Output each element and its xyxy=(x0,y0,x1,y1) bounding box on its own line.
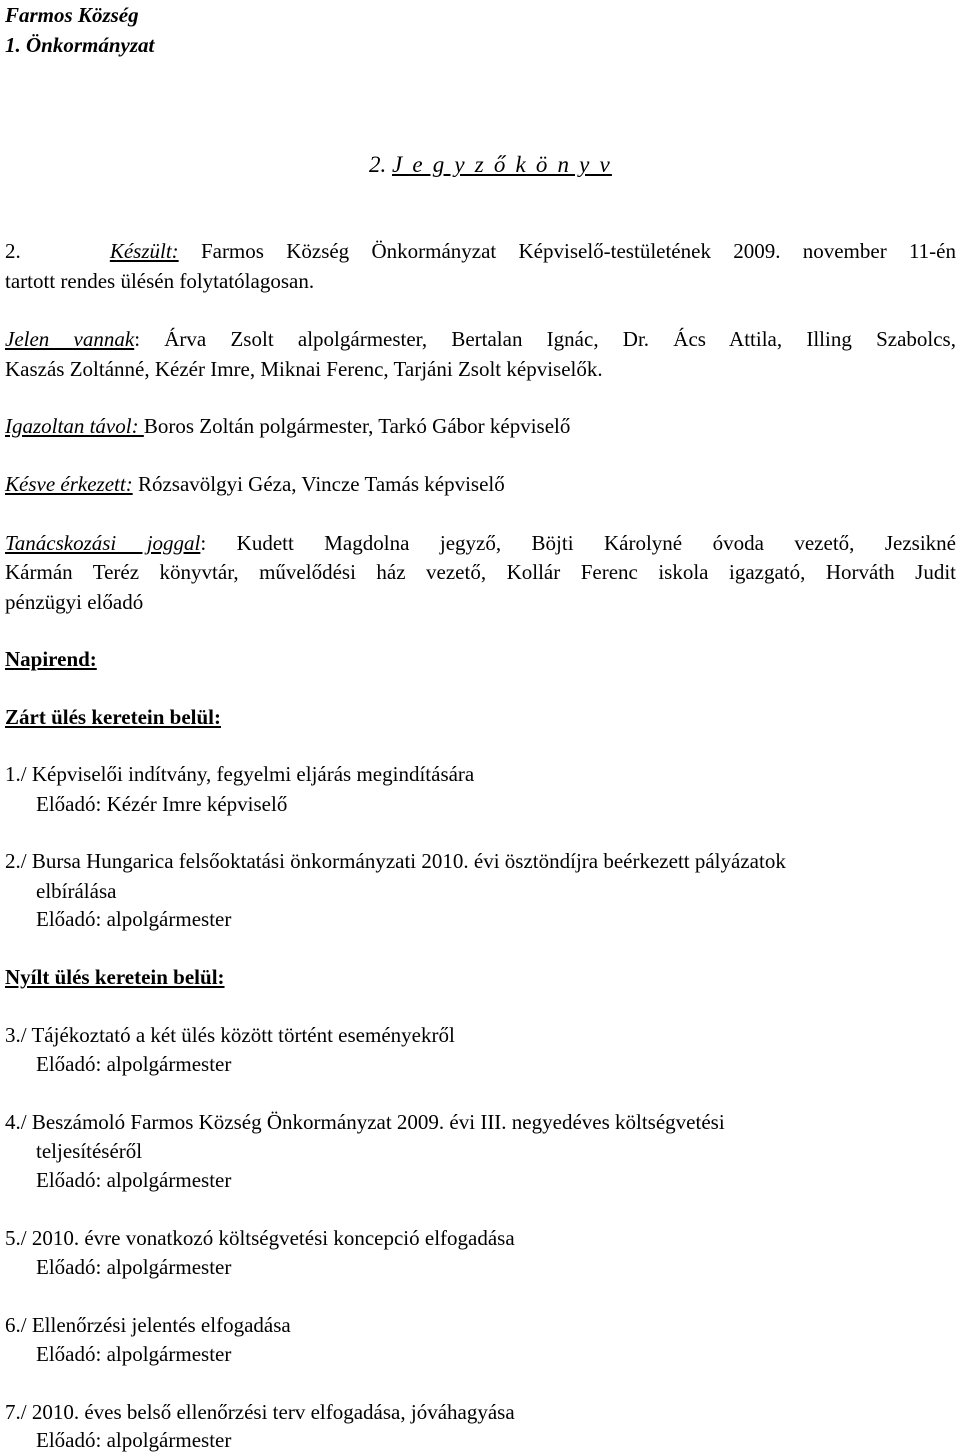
present-text-1: : Árva Zsolt alpolgármester, Bertalan Ignác, Dr. Ács Attila, Illing Szabolcs, xyxy=(134,327,956,351)
document-title xyxy=(369,150,612,180)
present-label: Jelen vannak xyxy=(5,327,135,351)
agenda-item-1: 1./ Képviselői indítvány, fegyelmi eljárás megindítására xyxy=(5,762,475,786)
present-line2: Kaszás Zoltánné, Kézér Imre, Miknai Ferenc, Tarjáni Zsolt képviselők. xyxy=(5,357,603,381)
late-text: Rózsavölgyi Géza, Vincze Tamás képviselő xyxy=(132,472,505,496)
agenda-item-1-presenter: Előadó: Kézér Imre képviselő xyxy=(36,792,288,816)
title-number: 2. xyxy=(369,152,387,177)
intro-number: 2. xyxy=(5,239,21,263)
present-line1 xyxy=(5,324,956,354)
agenda-item-5-presenter: Előadó: alpolgármester xyxy=(36,1255,232,1279)
keszult-text-1: Farmos Község Önkormányzat Képviselő-testületének 2009. november 11-én xyxy=(178,239,956,263)
open-session-heading: Nyílt ülés keretein belül: xyxy=(5,965,225,989)
municipality-subtitle: 1. Önkormányzat xyxy=(5,33,155,57)
keszult-paragraph-line2: tartott rendes ülésén folytatólagosan. xyxy=(5,269,315,293)
agenda-heading: Napirend: xyxy=(5,647,97,671)
agenda-item-6-presenter: Előadó: alpolgármester xyxy=(36,1342,232,1366)
agenda-item-2-cont: elbírálása xyxy=(36,879,117,903)
consult-line1 xyxy=(5,528,956,558)
agenda-item-4-presenter: Előadó: alpolgármester xyxy=(36,1168,232,1192)
consult-line3: pénzügyi előadó xyxy=(5,590,144,614)
agenda-item-3-presenter: Előadó: alpolgármester xyxy=(36,1052,232,1076)
keszult-paragraph-line1 xyxy=(5,236,956,266)
keszult-label: Készült: xyxy=(109,239,179,263)
title-label: J e g y z ő k ö n y v xyxy=(392,152,612,177)
municipality-name: Farmos Község xyxy=(5,3,139,27)
absent-label: Igazoltan távol: xyxy=(5,414,144,438)
late-label: Késve érkezett: xyxy=(5,472,133,496)
consult-text-1: : Kudett Magdolna jegyző, Böjti Károlyné óvoda vezető, Jezsikné xyxy=(200,531,956,555)
late-line xyxy=(5,469,505,499)
agenda-item-3: 3./ Tájékoztató a két ülés között történt eseményekről xyxy=(5,1023,455,1047)
agenda-item-4-cont: teljesítéséről xyxy=(36,1139,143,1163)
agenda-item-7-presenter: Előadó: alpolgármester xyxy=(36,1428,232,1452)
agenda-item-5: 5./ 2010. évre vonatkozó költségvetési koncepció elfogadása xyxy=(5,1226,515,1250)
agenda-item-7: 7./ 2010. éves belső ellenőrzési terv elfogadása, jóváhagyása xyxy=(5,1400,515,1424)
consult-label: Tanácskozási joggal xyxy=(5,531,201,555)
closed-session-heading: Zárt ülés keretein belül: xyxy=(5,705,222,729)
agenda-item-2-presenter: Előadó: alpolgármester xyxy=(36,907,232,931)
absent-text: Boros Zoltán polgármester, Tarkó Gábor képviselő xyxy=(143,414,571,438)
absent-line xyxy=(5,411,570,441)
agenda-item-2: 2./ Bursa Hungarica felsőoktatási önkormányzati 2010. évi ösztöndíjra beérkezett pályázatok xyxy=(5,849,786,873)
agenda-item-4: 4./ Beszámoló Farmos Község Önkormányzat 2009. évi III. negyedéves költségvetési xyxy=(5,1110,725,1134)
agenda-item-6: 6./ Ellenőrzési jelentés elfogadása xyxy=(5,1313,291,1337)
consult-line2: Kármán Teréz könyvtár, művelődési ház vezető, Kollár Ferenc iskola igazgató, Horváth Judit xyxy=(5,560,956,584)
